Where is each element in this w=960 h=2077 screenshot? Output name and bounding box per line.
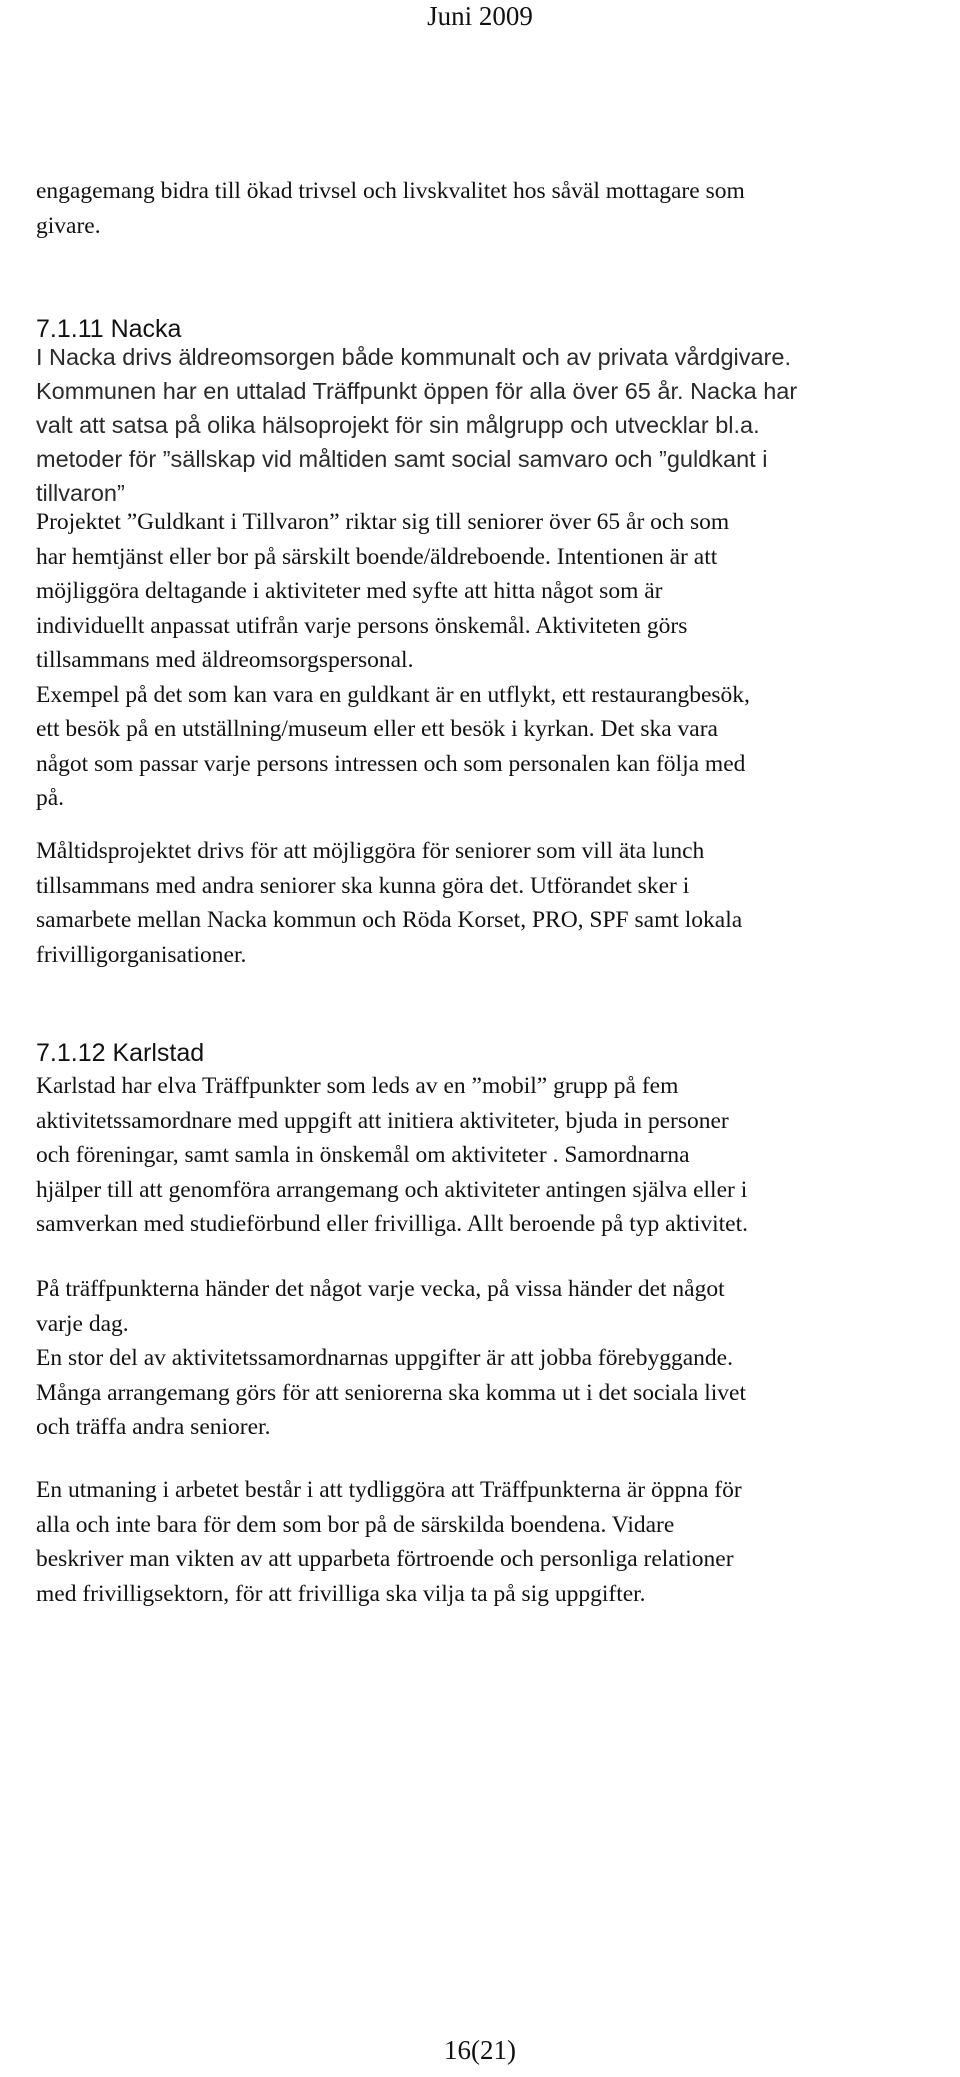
text-line: valt att satsa på olika hälsoprojekt för sin målgrupp och utvecklar bl.a.	[36, 412, 760, 438]
text-line: En stor del av aktivitetssamordnarnas uppgifter är att jobba förebyggande.	[36, 1345, 733, 1371]
text-line: samverkan med studieförbund eller frivilliga. Allt beroende på typ aktivitet.	[36, 1211, 748, 1237]
text-line: En utmaning i arbetet består i att tydliggöra att Träffpunkterna är öppna för	[36, 1477, 742, 1503]
text-line: Projektet ”Guldkant i Tillvaron” riktar sig till seniorer över 65 år och som	[36, 509, 730, 535]
nacka-intro-paragraph	[36, 340, 936, 510]
text-line: och träffa andra seniorer.	[36, 1414, 271, 1440]
page-number: 16(21)	[444, 2035, 516, 2065]
karlstad-traffpunkter-paragraph	[36, 1272, 936, 1445]
text-line: tillsammans med andra seniorer ska kunna göra det. Utförandet sker i	[36, 872, 690, 899]
nacka-maltid-paragraph	[36, 834, 936, 972]
text-line: metoder för ”sällskap vid måltiden samt social samvaro och ”guldkant i	[36, 446, 768, 472]
text-line: med frivilligsektorn, för att frivilliga ska vilja ta på sig uppgifter.	[36, 1580, 646, 1607]
text-line: Exempel på det som kan vara en guldkant är en utflykt, ett restaurangbesök,	[36, 681, 750, 708]
karlstad-intro-paragraph	[36, 1069, 936, 1242]
section-heading-karlstad: 7.1.12 Karlstad	[36, 1039, 205, 1067]
text-line: tillsammans med äldreomsorgspersonal.	[36, 647, 414, 673]
text-line: I Nacka drivs äldreomsorgen både kommunalt och av privata vårdgivare.	[36, 344, 791, 370]
text-line: möjliggöra deltagande i aktiviteter med syfte att hitta något som är	[36, 578, 663, 604]
text-line: hjälper till att genomföra arrangemang och aktiviteter antingen själva eller i	[36, 1176, 748, 1203]
text-line: På träffpunkterna händer det något varje vecka, på vissa händer det något	[36, 1276, 725, 1302]
text-line: givare.	[36, 212, 101, 239]
text-line: individuellt anpassat utifrån varje persons önskemål. Aktiviteten görs	[36, 612, 688, 639]
text-line: något som passar varje persons intressen och som personalen kan följa med	[36, 750, 746, 777]
karlstad-utmaning-paragraph	[36, 1473, 936, 1611]
text-line: Kommunen har en uttalad Träffpunkt öppen för alla över 65 år. Nacka har	[36, 378, 798, 404]
text-line: samarbete mellan Nacka kommun och Röda Korset, PRO, SPF samt lokala	[36, 907, 743, 933]
text-line: tillvaron”	[36, 480, 125, 506]
text-line: på.	[36, 785, 65, 811]
text-line: ett besök på en utställning/museum eller ett besök i kyrkan. Det ska vara	[36, 716, 718, 742]
text-line: och föreningar, samt samla in önskemål om aktiviteter . Samordnarna	[36, 1142, 690, 1168]
text-line: varje dag.	[36, 1310, 129, 1337]
text-line: aktivitetssamordnare med uppgift att initiera aktiviteter, bjuda in personer	[36, 1107, 729, 1134]
text-line: beskriver man vikten av att upparbeta förtroende och personliga relationer	[36, 1546, 734, 1572]
text-line: har hemtjänst eller bor på särskilt boende/äldreboende. Intentionen är att	[36, 543, 718, 570]
section-heading-nacka: 7.1.11 Nacka	[36, 315, 182, 343]
nacka-guldkant-paragraph	[36, 505, 936, 816]
text-line: Många arrangemang görs för att seniorerna ska komma ut i det sociala livet	[36, 1379, 746, 1406]
text-line: frivilligorganisationer.	[36, 941, 247, 968]
text-line: engagemang bidra till ökad trivsel och livskvalitet hos såväl mottagare som	[36, 178, 745, 204]
text-line: Måltidsprojektet drivs för att möjliggöra för seniorer som vill äta lunch	[36, 838, 705, 864]
text-line: Karlstad har elva Träffpunkter som leds av en ”mobil” grupp på fem	[36, 1073, 679, 1099]
text-line: alla och inte bara för dem som bor på de särskilda boendena. Vidare	[36, 1511, 675, 1538]
intro-paragraph	[36, 174, 936, 243]
page-header: Juni 2009	[427, 1, 533, 31]
